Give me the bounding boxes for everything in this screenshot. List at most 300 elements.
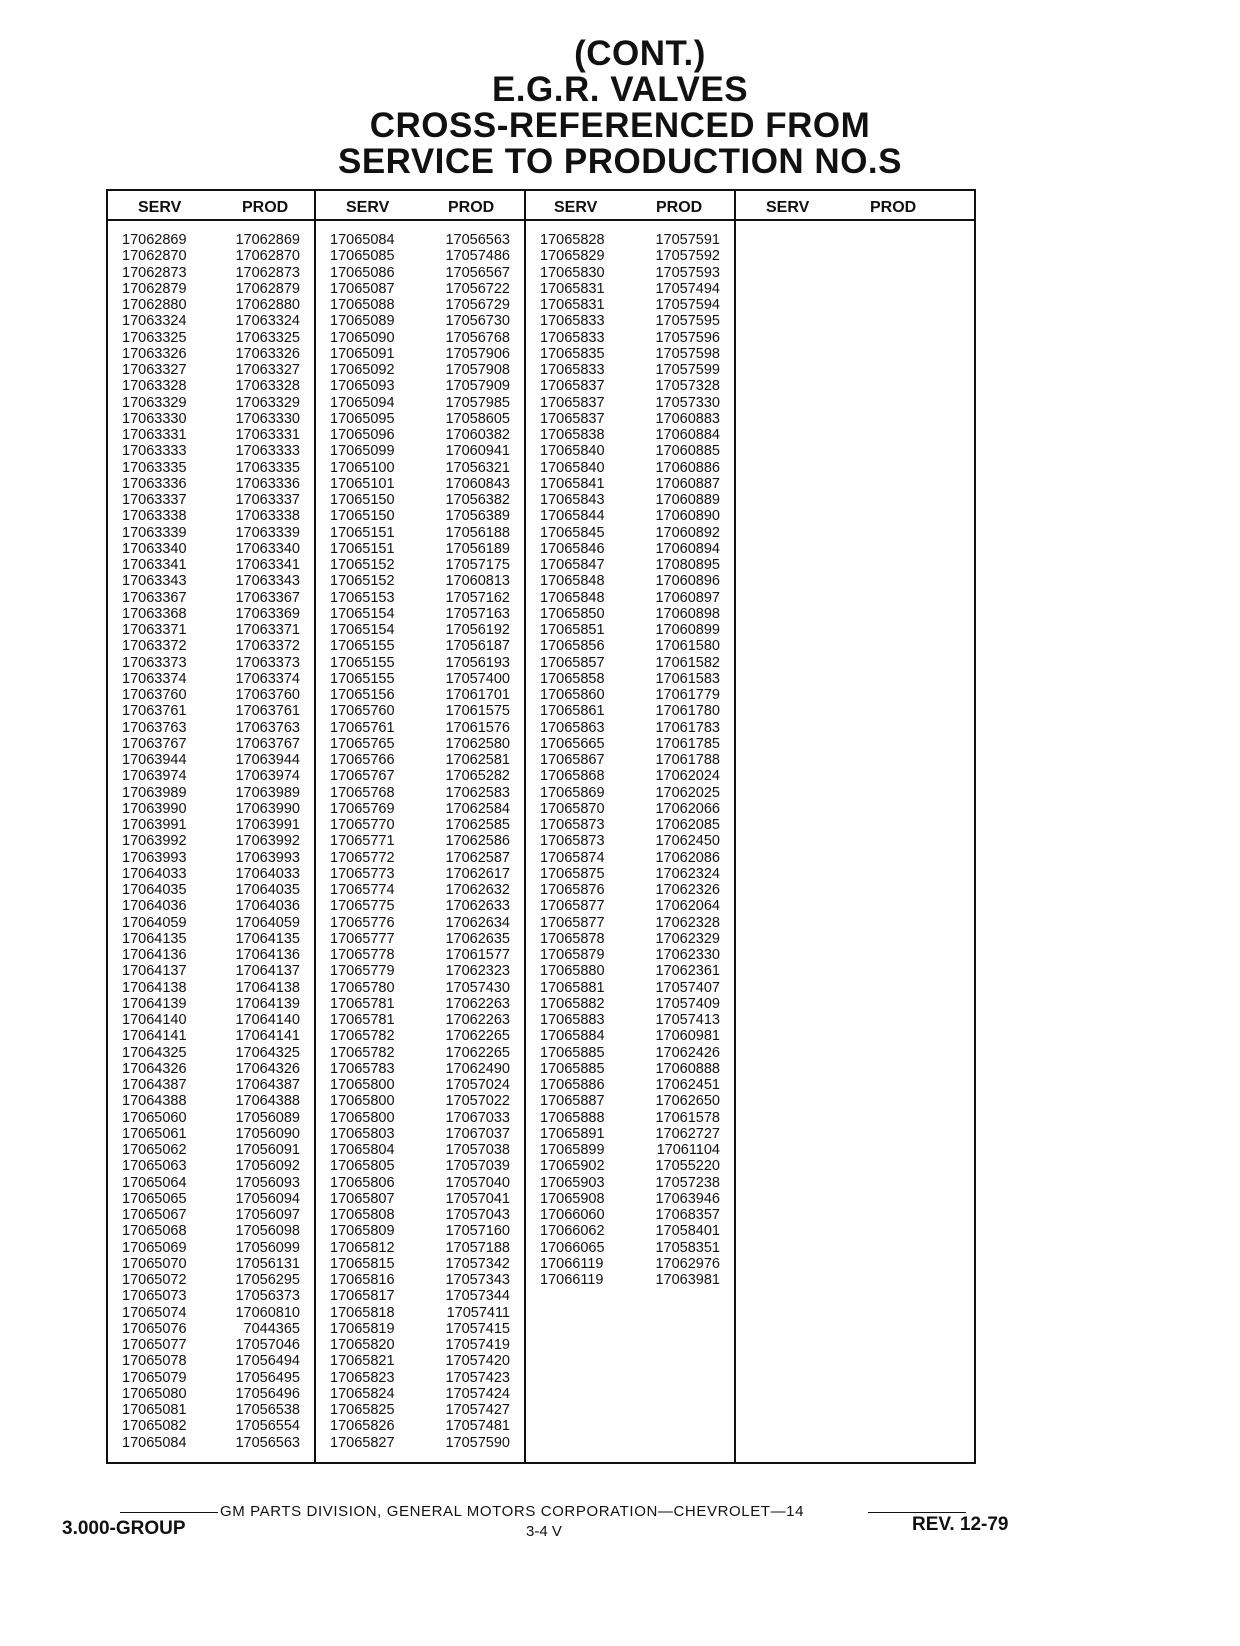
table-row xyxy=(108,281,314,297)
prod-number: 17063763 xyxy=(235,719,300,736)
serv-number: 17065876 xyxy=(540,882,605,898)
footer-rule-right xyxy=(868,1512,966,1513)
table-row xyxy=(316,346,524,362)
table-row xyxy=(526,931,734,947)
table-row xyxy=(316,1240,524,1256)
table-row xyxy=(316,508,524,524)
prod-number: 17062328 xyxy=(655,914,720,931)
serv-number: 17065084 xyxy=(330,232,395,248)
prod-number: 17057415 xyxy=(445,1320,510,1337)
prod-number: 17062976 xyxy=(655,1255,720,1272)
serv-number: 17063329 xyxy=(122,394,187,411)
prod-number: 17063767 xyxy=(235,735,300,752)
serv-number: 17065079 xyxy=(122,1369,187,1386)
serv-number: 17065076 xyxy=(122,1320,187,1337)
serv-number: 17065837 xyxy=(540,410,605,427)
serv-number: 17065808 xyxy=(330,1207,395,1223)
table-row xyxy=(316,1158,524,1174)
prod-number: 17060894 xyxy=(655,540,720,557)
table-row xyxy=(526,1272,734,1288)
table-row xyxy=(526,752,734,768)
prod-number: 17057039 xyxy=(445,1158,510,1175)
group-number: 3.000-GROUP xyxy=(62,1518,186,1539)
table-row xyxy=(526,460,734,476)
prod-number: 17056099 xyxy=(235,1239,300,1256)
prod-number: 17057424 xyxy=(445,1385,510,1402)
serv-number: 17065095 xyxy=(330,410,395,427)
serv-number: 17062880 xyxy=(122,297,187,313)
table-row xyxy=(526,882,734,898)
serv-number: 17065877 xyxy=(540,914,605,931)
serv-number: 17063326 xyxy=(122,345,187,362)
prod-number: 17057162 xyxy=(445,589,510,606)
table-row xyxy=(316,557,524,573)
table-row xyxy=(526,330,734,346)
serv-number: 17065807 xyxy=(330,1190,395,1207)
table-row xyxy=(526,736,734,752)
prod-number: 17057040 xyxy=(445,1174,510,1191)
table-row xyxy=(526,1207,734,1223)
serv-number: 17065096 xyxy=(330,427,395,443)
column-rows xyxy=(108,232,314,1451)
prod-number: 17060892 xyxy=(655,524,720,541)
prod-number: 17064035 xyxy=(235,882,300,898)
serv-number: 17065845 xyxy=(540,524,605,541)
prod-number: 17063333 xyxy=(235,443,300,460)
title-cont: (CONT.) xyxy=(574,34,706,73)
serv-number: 17063338 xyxy=(122,508,187,525)
serv-number: 17063324 xyxy=(122,313,187,330)
serv-number: 17065091 xyxy=(330,345,395,362)
prod-number: 17057413 xyxy=(655,1012,720,1028)
prod-header: PROD xyxy=(448,199,495,216)
serv-number: 17065902 xyxy=(540,1158,605,1175)
serv-number: 17065886 xyxy=(540,1077,605,1093)
prod-number: 17063760 xyxy=(235,687,300,703)
table-row xyxy=(526,443,734,459)
prod-number: 17063335 xyxy=(235,459,300,476)
prod-number: 17080895 xyxy=(655,557,720,573)
table-row xyxy=(108,1337,314,1353)
table-row xyxy=(526,622,734,638)
prod-number: 17060896 xyxy=(655,573,720,590)
table-row xyxy=(108,265,314,281)
table-row xyxy=(526,1093,734,1109)
table-row xyxy=(316,801,524,817)
serv-header: SERV xyxy=(138,199,182,216)
table-row xyxy=(316,1288,524,1304)
table-row xyxy=(316,1370,524,1386)
page-title-block xyxy=(0,36,1240,180)
serv-number: 17065094 xyxy=(330,394,395,411)
serv-number: 17065806 xyxy=(330,1174,395,1191)
serv-number: 17065870 xyxy=(540,800,605,817)
table-row xyxy=(526,1045,734,1061)
prod-number: 17062870 xyxy=(235,248,300,265)
serv-number: 17065875 xyxy=(540,865,605,882)
prod-number: 17056389 xyxy=(445,508,510,525)
serv-number: 17065155 xyxy=(330,654,395,671)
serv-number: 17065867 xyxy=(540,752,605,768)
serv-number: 17065082 xyxy=(122,1418,187,1435)
prod-number: 17060898 xyxy=(655,605,720,622)
serv-number: 17065863 xyxy=(540,719,605,736)
table-row xyxy=(316,248,524,264)
serv-number: 17063374 xyxy=(122,670,187,687)
serv-number: 17065874 xyxy=(540,849,605,866)
prod-number: 17057330 xyxy=(655,394,720,411)
table-row xyxy=(526,785,734,801)
table-row xyxy=(108,736,314,752)
table-row xyxy=(108,687,314,703)
table-row xyxy=(108,817,314,833)
serv-number: 17064059 xyxy=(122,914,187,931)
serv-number: 17065765 xyxy=(330,735,395,752)
table-row xyxy=(316,1337,524,1353)
table-row xyxy=(526,362,734,378)
prod-number: 17063338 xyxy=(235,508,300,525)
prod-number: 17056188 xyxy=(445,524,510,541)
prod-number: 17062879 xyxy=(235,280,300,297)
table-row xyxy=(108,378,314,394)
serv-number: 17063989 xyxy=(122,784,187,801)
serv-number: 17066119 xyxy=(540,1255,604,1272)
table-row xyxy=(316,590,524,606)
table-row xyxy=(316,443,524,459)
prod-number: 17057041 xyxy=(445,1190,510,1207)
table-row xyxy=(316,1418,524,1434)
serv-number: 17063325 xyxy=(122,329,187,346)
table-row xyxy=(108,606,314,622)
prod-number: 17064033 xyxy=(235,865,300,882)
serv-number: 17065878 xyxy=(540,930,605,947)
prod-number: 17060890 xyxy=(655,508,720,525)
prod-number: 17062650 xyxy=(655,1093,720,1110)
serv-number: 17065152 xyxy=(330,557,395,573)
prod-number: 17063326 xyxy=(235,345,300,362)
prod-number: 17060843 xyxy=(445,475,510,492)
table-row xyxy=(316,622,524,638)
prod-number: 17063336 xyxy=(235,475,300,492)
serv-number: 17065099 xyxy=(330,443,395,460)
serv-number: 17064326 xyxy=(122,1060,187,1077)
serv-number: 17066119 xyxy=(540,1272,604,1288)
prod-header: PROD xyxy=(242,199,289,216)
serv-number: 17065884 xyxy=(540,1028,605,1045)
prod-number: 17062330 xyxy=(655,947,720,963)
serv-number: 17065760 xyxy=(330,703,395,720)
table-row xyxy=(526,638,734,654)
serv-number: 17065856 xyxy=(540,638,605,655)
table-row xyxy=(526,265,734,281)
prod-number: 17057344 xyxy=(445,1288,510,1305)
table-row xyxy=(526,492,734,508)
table-row xyxy=(108,833,314,849)
serv-number: 17065783 xyxy=(330,1060,395,1077)
prod-number: 17063946 xyxy=(655,1190,720,1207)
prod-number: 17062263 xyxy=(445,995,510,1012)
table-row xyxy=(316,573,524,589)
prod-number: 17062869 xyxy=(235,232,300,248)
serv-number: 17065885 xyxy=(540,1060,605,1077)
prod-number: 17061779 xyxy=(655,687,720,703)
serv-number: 17065150 xyxy=(330,508,395,525)
serv-number: 17065771 xyxy=(330,833,395,850)
serv-number: 17063327 xyxy=(122,362,187,378)
serv-number: 17065151 xyxy=(330,524,395,541)
table-row xyxy=(316,1061,524,1077)
serv-number: 17065782 xyxy=(330,1028,395,1045)
prod-number: 17057906 xyxy=(445,345,510,362)
table-row xyxy=(526,1191,734,1207)
serv-number: 17065837 xyxy=(540,394,605,411)
prod-number: 17062873 xyxy=(235,264,300,281)
column-rows xyxy=(526,232,734,1288)
serv-number: 17063331 xyxy=(122,427,187,443)
table-row xyxy=(108,850,314,866)
table-row xyxy=(108,1386,314,1402)
serv-number: 17065833 xyxy=(540,362,605,378)
prod-number: 17057342 xyxy=(445,1255,510,1272)
table-row xyxy=(108,1418,314,1434)
table-row xyxy=(526,1012,734,1028)
prod-number: 17062587 xyxy=(445,849,510,866)
prod-number: 17062085 xyxy=(655,817,720,833)
prod-number: 17057427 xyxy=(445,1402,510,1418)
serv-number: 17065060 xyxy=(122,1109,187,1126)
serv-number: 17063767 xyxy=(122,735,187,752)
serv-number: 17063335 xyxy=(122,459,187,476)
prod-number: 17057038 xyxy=(445,1142,510,1158)
serv-number: 17065069 xyxy=(122,1239,187,1256)
prod-number: 17057188 xyxy=(445,1239,510,1256)
table-row xyxy=(316,541,524,557)
table-row xyxy=(108,1256,314,1272)
prod-number: 17056091 xyxy=(235,1142,300,1158)
serv-number: 17065868 xyxy=(540,768,605,785)
table-row xyxy=(526,525,734,541)
table-row xyxy=(108,931,314,947)
serv-number: 17065837 xyxy=(540,378,605,395)
table-row xyxy=(316,525,524,541)
table-row xyxy=(526,801,734,817)
table-row xyxy=(108,1353,314,1369)
serv-number: 17065150 xyxy=(330,492,395,508)
prod-number: 17060889 xyxy=(655,492,720,508)
serv-header: SERV xyxy=(766,199,810,216)
serv-number: 17065063 xyxy=(122,1158,187,1175)
prod-number: 17062451 xyxy=(655,1077,720,1093)
serv-number: 17063340 xyxy=(122,540,187,557)
prod-number: 17062329 xyxy=(655,930,720,947)
table-row xyxy=(316,313,524,329)
prod-number: 17062426 xyxy=(655,1044,720,1061)
table-row xyxy=(108,947,314,963)
prod-number: 17067037 xyxy=(445,1125,510,1142)
serv-number: 17065823 xyxy=(330,1369,395,1386)
table-row xyxy=(526,850,734,866)
prod-number: 17064326 xyxy=(235,1060,300,1077)
serv-number: 17063372 xyxy=(122,638,187,655)
serv-number: 17065774 xyxy=(330,882,395,898)
prod-number: 17063340 xyxy=(235,540,300,557)
prod-number: 17063989 xyxy=(235,784,300,801)
serv-number: 17065805 xyxy=(330,1158,395,1175)
table-row xyxy=(316,232,524,248)
prod-number: 17062265 xyxy=(445,1028,510,1045)
prod-number: 17056094 xyxy=(235,1190,300,1207)
table-row xyxy=(526,541,734,557)
serv-number: 17065086 xyxy=(330,264,395,281)
table-row xyxy=(526,232,734,248)
serv-number: 17065780 xyxy=(330,979,395,996)
table-row xyxy=(316,1402,524,1418)
table-row xyxy=(526,996,734,1012)
prod-number: 17060888 xyxy=(655,1060,720,1077)
prod-number: 17056187 xyxy=(445,638,510,655)
serv-number: 17065770 xyxy=(330,817,395,833)
table-row xyxy=(526,313,734,329)
prod-number: 17057407 xyxy=(655,979,720,996)
serv-number: 17065826 xyxy=(330,1418,395,1435)
serv-number: 17062870 xyxy=(122,248,187,265)
prod-number: 17063993 xyxy=(235,849,300,866)
table-row xyxy=(108,1240,314,1256)
prod-number: 17065282 xyxy=(445,768,510,785)
prod-number: 17055220 xyxy=(655,1158,720,1175)
prod-number: 17057598 xyxy=(655,345,720,362)
serv-number: 17065888 xyxy=(540,1109,605,1126)
table-row xyxy=(108,248,314,264)
table-row xyxy=(526,476,734,492)
prod-number: 17063990 xyxy=(235,800,300,817)
prod-number: 17058401 xyxy=(655,1223,720,1240)
serv-number: 17065074 xyxy=(122,1304,187,1321)
prod-number: 17062064 xyxy=(655,898,720,915)
serv-number: 17065062 xyxy=(122,1142,187,1158)
page-number: 3-4 V xyxy=(526,1523,562,1540)
table-row xyxy=(108,557,314,573)
serv-number: 17065880 xyxy=(540,963,605,980)
prod-number: 17057238 xyxy=(655,1174,720,1191)
table-row xyxy=(108,622,314,638)
prod-number: 17060887 xyxy=(655,475,720,492)
prod-number: 17064137 xyxy=(235,963,300,980)
serv-number: 17065782 xyxy=(330,1044,395,1061)
table-row xyxy=(316,362,524,378)
serv-number: 17065084 xyxy=(122,1434,187,1451)
prod-number: 7044365 xyxy=(243,1320,300,1337)
serv-number: 17063373 xyxy=(122,654,187,671)
table-row xyxy=(316,1272,524,1288)
table-row xyxy=(108,330,314,346)
serv-number: 17065665 xyxy=(540,735,605,752)
serv-number: 17063339 xyxy=(122,524,187,541)
prod-number: 17056495 xyxy=(235,1369,300,1386)
table-row xyxy=(526,1256,734,1272)
serv-number: 17063760 xyxy=(122,687,187,703)
table-row xyxy=(108,232,314,248)
prod-number: 17056089 xyxy=(235,1109,300,1126)
prod-number: 17063341 xyxy=(235,557,300,573)
prod-number: 17057486 xyxy=(445,248,510,265)
prod-number: 17057160 xyxy=(445,1223,510,1240)
table-row xyxy=(316,980,524,996)
prod-number: 17063991 xyxy=(235,817,300,833)
serv-number: 17065827 xyxy=(330,1434,395,1451)
serv-number: 17065850 xyxy=(540,605,605,622)
serv-number: 17065090 xyxy=(330,329,395,346)
prod-number: 17062490 xyxy=(445,1060,510,1077)
prod-number: 17064059 xyxy=(235,914,300,931)
table-row xyxy=(316,752,524,768)
prod-number: 17063944 xyxy=(235,752,300,768)
prod-number: 17061780 xyxy=(655,703,720,720)
serv-number: 17065101 xyxy=(330,475,395,492)
serv-number: 17065908 xyxy=(540,1190,605,1207)
prod-number: 17057343 xyxy=(445,1272,510,1288)
table-row xyxy=(316,850,524,866)
prod-number: 17063337 xyxy=(235,492,300,508)
table-row xyxy=(526,898,734,914)
serv-number: 17065151 xyxy=(330,540,395,557)
prod-number: 17062361 xyxy=(655,963,720,980)
table-row xyxy=(316,947,524,963)
serv-number: 17065873 xyxy=(540,833,605,850)
serv-number: 17065840 xyxy=(540,459,605,476)
table-row xyxy=(108,1012,314,1028)
serv-number: 17063761 xyxy=(122,703,187,720)
table-row xyxy=(316,671,524,687)
table-row xyxy=(108,346,314,362)
table-row xyxy=(316,785,524,801)
prod-number: 17062323 xyxy=(445,963,510,980)
table-row xyxy=(108,1321,314,1337)
table-row xyxy=(526,281,734,297)
table-row xyxy=(316,1207,524,1223)
serv-number: 17062879 xyxy=(122,280,187,297)
title-egr-valves: E.G.R. VALVES xyxy=(491,70,749,109)
serv-number: 17064033 xyxy=(122,865,187,882)
serv-number: 17064137 xyxy=(122,963,187,980)
serv-number: 17065812 xyxy=(330,1239,395,1256)
prod-number: 17057411 xyxy=(446,1304,510,1321)
prod-header: PROD xyxy=(870,199,917,216)
prod-number: 17062633 xyxy=(445,898,510,915)
serv-number: 17065848 xyxy=(540,573,605,590)
serv-number: 17065804 xyxy=(330,1142,395,1158)
table-row xyxy=(526,963,734,979)
table-row xyxy=(108,866,314,882)
prod-number: 17060941 xyxy=(445,443,510,460)
serv-number: 17065088 xyxy=(330,297,395,313)
table-row xyxy=(108,915,314,931)
serv-number: 17065061 xyxy=(122,1125,187,1142)
prod-number: 17057909 xyxy=(445,378,510,395)
prod-number: 17057594 xyxy=(655,297,720,313)
table-row xyxy=(108,525,314,541)
serv-number: 17065891 xyxy=(540,1125,605,1142)
prod-number: 17056768 xyxy=(445,329,510,346)
serv-number: 17065820 xyxy=(330,1337,395,1353)
prod-number: 17062324 xyxy=(655,865,720,882)
table-column-2 xyxy=(316,191,526,1462)
serv-number: 17065153 xyxy=(330,589,395,606)
prod-number: 17057175 xyxy=(445,557,510,573)
table-row xyxy=(526,1126,734,1142)
prod-number: 17060885 xyxy=(655,443,720,460)
prod-number: 17057590 xyxy=(445,1434,510,1451)
